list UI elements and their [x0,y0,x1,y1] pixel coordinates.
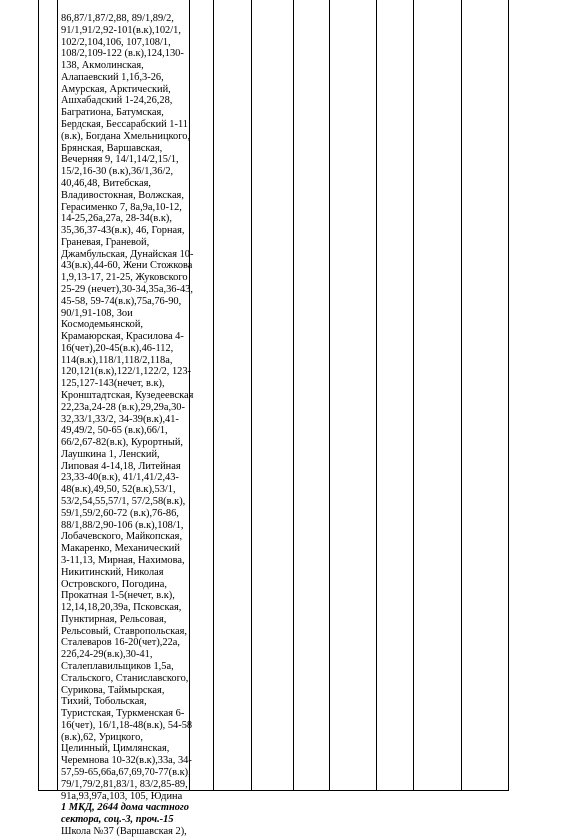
address-line: 90/1,91-108, Зои [61,307,133,319]
column-divider [213,0,214,791]
address-line: Бердская, Бессарабский 1-11 [61,119,188,131]
address-line: 3-11,13, Мирная, Нахимова, [61,554,185,566]
housing-summary-line: сектора, соц.-3, проч.-15 [61,814,174,826]
address-line: 91а,93,97а,103, 105, Юдина [61,790,183,802]
address-line: 57,59-65,66а,67,69,70-77(в.к), [61,767,191,778]
address-line: 22,23а,24-28 (в.к),29,29а,30- [61,401,185,413]
address-line: 48(в.к),49,50, 52(в.к),53/1, [61,484,176,496]
housing-summary-line: 1 МКД, 2644 дома частного [61,802,189,814]
address-line: Владивостокная, Волжская, [61,189,184,201]
address-line: 35,36,37-43(в.к), 46, Горная, [61,225,185,237]
address-line: 25-29 (нечет),30-34,35а,36-43, [61,283,193,295]
address-line: 53/2,54,55,57/1, 57/2,58(в.к), [61,496,186,508]
address-line: 23,33-40(в.к), 41/1,41/2,43- [61,472,179,484]
address-line: Сталеплавильщиков 1,5а, [61,660,174,672]
address-line: 43(в.к),44-60, Жени Стожкова [61,260,193,272]
address-line: 45-58, 59-74(в.к),75а,76-90, [61,295,182,307]
address-line: Брянская, Варшавская, [61,142,163,154]
table-border-left [38,0,39,791]
table-border-right [508,0,509,791]
address-line: Сурикова, Таймырская, [61,684,165,696]
address-line: Никитинский, Николая [61,566,164,578]
address-line: Вечерняя 9, 14/1,14/2,15/1, [61,154,179,166]
address-line: 79/1,79/2,81,83/1, 83/2,85-89, [61,778,188,790]
address-line: Крамаюрская, Красилова 4- [61,331,184,343]
address-line: Ашхабадский 1-24,26,28, [61,95,173,107]
address-line: 91/1,91/2,92-101(в.к),102/1, [61,24,181,36]
address-line: 1,9,13-17, 21-25, Жуковского [61,272,188,284]
address-line: Островского, Погодина, [61,578,167,590]
address-line: 86,87/1,87/2,88, 89/1,89/2, [61,13,174,24]
address-line: 12,14,18,20,39а, Псковская, [61,602,182,614]
address-line: Макаренко, Механический [61,543,180,555]
address-line: Целинный, Цимлянская, [61,743,170,755]
address-line: Кронштадтская, Кузедеевская [61,390,194,401]
address-line: 15/2,16-30 (в.к),36/1,36/2, [61,166,174,178]
address-line: 16(чет), 16/1,18-48(в.к), 54-58 [61,719,193,731]
address-line: Стальского, Станиславского, [61,672,189,684]
column-divider [329,0,330,791]
address-line: Тихий, Тобольская, [61,696,147,708]
address-line: (в.к), Богдана Хмельницкого, [61,130,191,142]
address-line: Лобачевского, Майкопская, [61,531,183,543]
address-line: 49,49/2, 50-65 (в.к),66/1, [61,425,168,437]
address-line: 138, Акмолинская, [61,60,144,72]
column-divider [293,0,294,791]
address-line: Лаушкина 1, Ленский, [61,448,160,460]
column-divider [413,0,414,791]
column-divider [251,0,252,791]
address-line: Туристская, Туркменская 6- [61,708,185,720]
address-line: Космодемьянской, [61,319,143,331]
address-line: Джамбульская, Дунайская 10- [61,248,194,260]
column-divider [376,0,377,791]
address-line: 40,46,48, Витебская, [61,177,151,189]
address-line: 114(в.к),118/1,118/2,118а, [61,354,173,366]
address-line: Рельсовый, Ставропольская, [61,625,188,637]
address-line: 88/1,88/2,90-106 (в.к),108/1, [61,519,184,531]
address-line: 102/2,104,106, 107,108/1, [61,36,171,48]
address-line: Алапаевский 1,1б,3-26, [61,71,164,83]
school-line: Школа №37 (Варшавская 2), [61,825,187,837]
address-line: 108/2,109-122 (в.к),124,130- [61,48,184,60]
address-line: 66/2,67-82(в.к), Курортный, [61,437,184,449]
column-divider [57,0,58,791]
address-line: 16(чет),20-45(в.к),46-112, [61,342,174,354]
address-line: 22б,24-29(в.к),30-41, [61,649,153,661]
column-divider [461,0,462,791]
address-line: Амурская, Арктический, [61,83,171,95]
address-line: 32,33/1,33/2, 34-39(в.к),41- [61,413,179,425]
address-line: Черемнова 10-32(в.к),33а, 34- [61,755,192,767]
address-line: Липовая 4-14,18, Литейная [61,460,181,472]
address-line: Герасименко 7, 8а,9а,10-12, [61,201,182,213]
address-line: Сталеваров 16-20(чет),22а, [61,637,180,649]
address-line: Пунктирная, Рельсовая, [61,613,167,625]
address-line: (в.к),62, Урицкого, [61,731,143,743]
address-line: 125,127-143(нечет, в.к), [61,378,165,390]
address-line: Багратиона, Батумская, [61,107,164,119]
address-line: 59/1,59/2,60-72 (в.к),76-86, [61,507,179,519]
address-line: Граневая, Граневой, [61,236,150,248]
address-list-cell [61,13,194,838]
address-line: 14-25,26а,27а, 28-34(в.к), [61,213,172,225]
address-line: 120,121(в.к),122/1,122/2, 123- [61,366,192,378]
address-line: Прокатная 1-5(нечет, в.к), [61,590,175,602]
